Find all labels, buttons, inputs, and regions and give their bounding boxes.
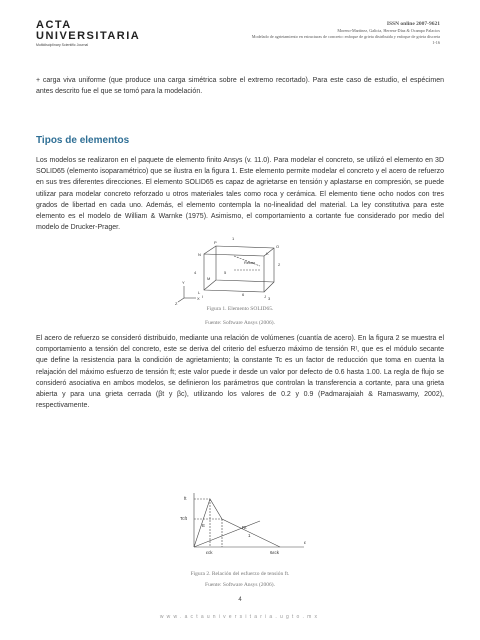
figure-1-caption: Figura 1. Elemento SOLID65.	[206, 306, 274, 312]
face-label: 3	[268, 296, 271, 301]
issn: ISSN online 2007-9621	[386, 21, 440, 27]
page-number: 4	[238, 597, 242, 603]
stress-strain-curve	[194, 499, 280, 547]
paragraph-1	[36, 75, 444, 97]
node-label: O	[276, 244, 280, 249]
face-label: 4	[194, 270, 197, 275]
paragraph-3	[36, 333, 444, 411]
figure-2-tension-stress	[170, 487, 310, 557]
face-label: 6	[242, 292, 245, 297]
figure-2-source: Fuente: Software Ansys (2006).	[205, 582, 275, 588]
graph-label: εck	[206, 550, 213, 555]
journal-logo	[36, 19, 141, 54]
logo-line-2: UNIVERSITARIA	[36, 30, 141, 42]
graph-label: Rt	[242, 525, 247, 530]
paragraph-1-text: + carga viva uniforme (que produce una carga simétrica sobre el extremo recortado). Para este caso de estudio, el espécimen antes descrito fue el que se tomó para la modelación.	[36, 77, 444, 96]
node-label: N	[198, 252, 201, 257]
graph-label: E	[202, 523, 206, 528]
figure-2-caption: Figura 2. Relación del esfuerzo de tensión ft.	[190, 571, 290, 577]
paragraph-2	[36, 155, 444, 233]
node-label: P	[214, 240, 217, 245]
node-label: K	[266, 251, 269, 256]
node-label: I	[202, 294, 204, 299]
graph-label: ft	[184, 496, 187, 501]
page-header	[252, 20, 440, 46]
axis-label: Y	[182, 280, 185, 285]
graph-label: ε	[304, 540, 307, 545]
rebar-label: Rebar	[244, 260, 255, 265]
paragraph-3-text: El acero de refuerzo se consideró distribuido, mediante una relación de volúmenes (cuantía de acero). En la figura 2 se muestra el comportamiento a tensión del concreto, este se deriva del criterio del esfuerzo máximo de tensión Rᵗ, que es el módulo secante que define la resistencia para la condición de agrietamiento; la constante Tc es un factor de reducción que toma en cuenta la relajación del máximo esfuerzo de tensión ft; este valor puede ir desde un valor por defecto de 0.6 hasta 1.00. La regla de flujo se consideró asociativa en ambos modelos, se definieron los parámetros que controlan la transferencia a cortante, para una grieta abierta y para una grieta cerrada (βt y βc), utilizando los valores de 0.2 y 0.9 (Padmarajaiah & Ramaswamy, 2002), respectivamente.	[36, 335, 444, 410]
graph-label: Tcft	[180, 516, 188, 521]
face-label: 5	[224, 270, 227, 275]
journal-url[interactable]: www.actauniversitaria.ugto.mx	[159, 614, 321, 620]
graph-label: 6εck	[270, 550, 280, 555]
node-label: M	[207, 276, 211, 281]
axis-label: X	[197, 296, 200, 301]
header-pages: 1-16	[432, 40, 440, 45]
axis-label: Z	[175, 301, 178, 306]
face-label: 1	[232, 236, 235, 241]
graph-label: 1	[248, 533, 251, 538]
header-title: Modelado de agrietamiento en estructuras de concreto: enfoque de grieta distribuida y enfoque de grieta discreta	[251, 34, 440, 39]
logo-tagline: Multidisciplinary Scientific Journal	[36, 43, 89, 47]
logo-line-1: ACTA	[36, 19, 72, 31]
section-title: Tipos de elementos	[36, 135, 130, 146]
face-label: 2	[278, 262, 281, 267]
node-label: L	[198, 290, 201, 295]
node-label: J	[264, 294, 266, 299]
paragraph-2-text: Los modelos se realizaron en el paquete de elemento finito Ansys (v. 11.0). Para modelar el concreto, se utilizó el elemento en 3D SOLID65 (elemento isoparamétrico) que se ilustra en la figura 1. Este elemento permite modelar el concreto y el acero de refuerzo en sus tres diferentes direcciones. El elemento SOLID65 es capaz de agrietarse en tensión y aplastarse en compresión, se puede utilizar para modelar concreto reforzado u otros materiales tales como roca y cerámica. El elemento tiene ocho nodos con tres grados de libertad en cada uno. Además, el elemento contempla la no-linealidad del material. La ley constitutiva para este elemento es el modelo de William & Warnke (1975). Asimismo, el comportamiento a cortante fue considerado por medio del modelo de Drucker-Prager.	[36, 157, 444, 232]
figure-1-front-face	[204, 254, 264, 292]
figure-1-solid65	[174, 236, 314, 306]
figure-1-source: Fuente: Software Ansys (2006).	[205, 320, 275, 326]
header-authors: Moreno-Martínez, Galicia, Herrera-Díaz & Ocampo Palacios	[337, 28, 440, 33]
